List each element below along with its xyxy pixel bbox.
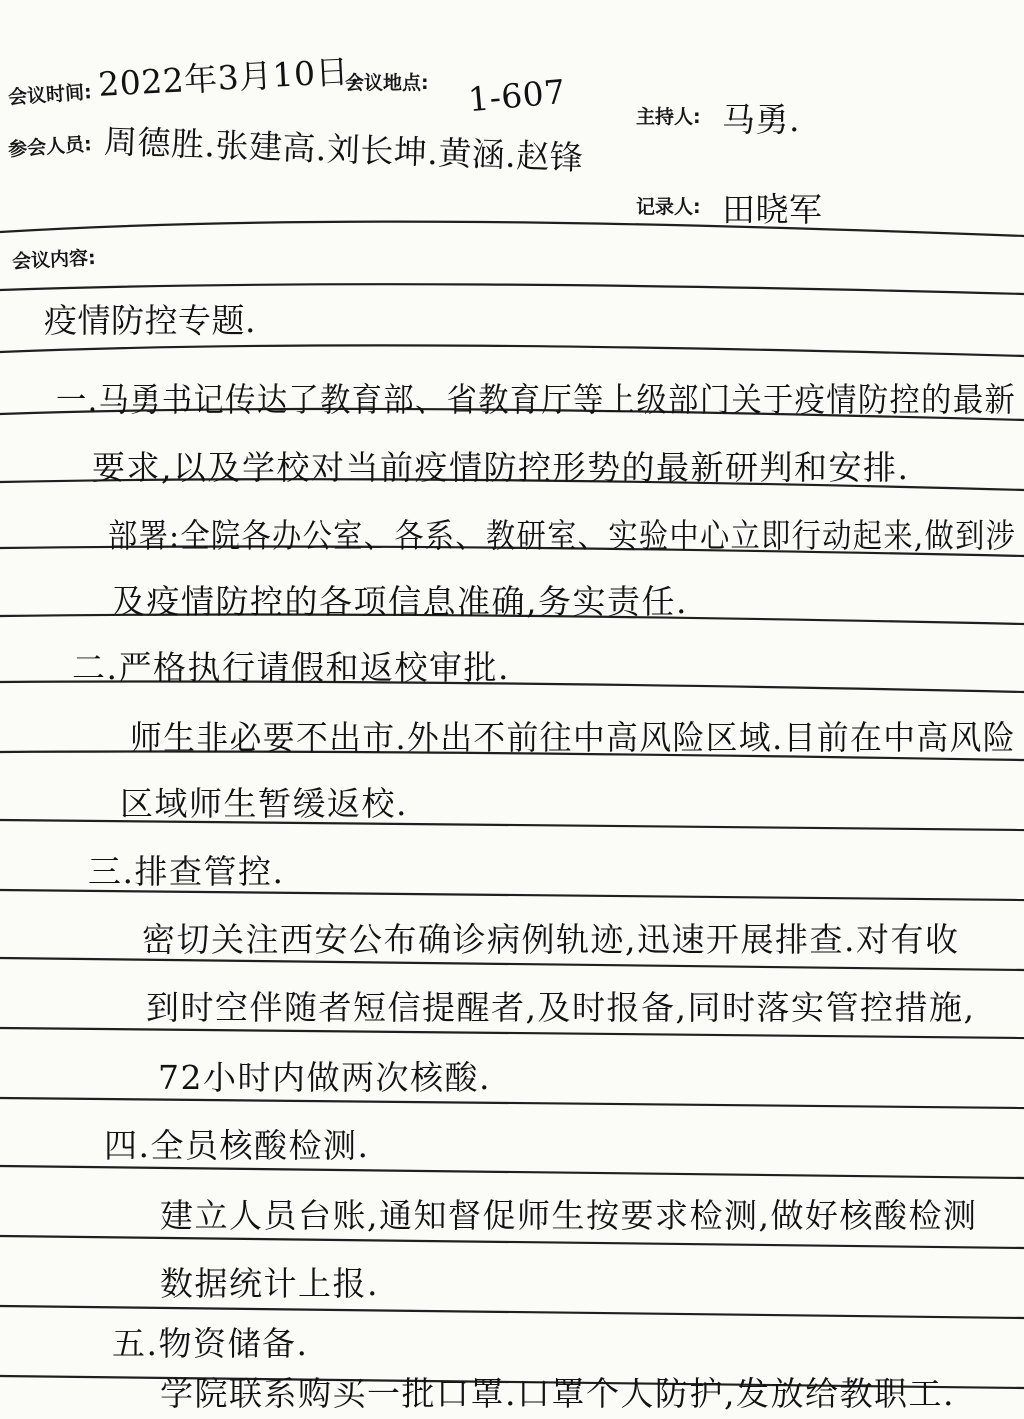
content-line: 学院联系购买一批口罩.口罩个人防护,发放给教职工. (160, 1374, 955, 1413)
content-line: 部署:全院各办公室、各系、教研室、实验中心立即行动起来,做到涉 (108, 516, 1017, 555)
meeting-time-label: 会议时间: (7, 81, 93, 109)
ruled-line (0, 345, 1024, 356)
meeting-time-value: 2022年3月10日. (97, 51, 361, 104)
ruled-line (0, 1098, 1024, 1108)
attendees-label: 参会人员: (7, 133, 93, 161)
content-line: 到时空伴随者短信提醒者,及时报备,同时落实管控措施, (146, 988, 976, 1027)
content-line: 密切关注西安公布确诊病例轨迹,迅速开展排查.对有收 (142, 920, 960, 959)
content-line: 72小时内做两次核酸. (158, 1058, 491, 1097)
content-line: 建立人员台账,通知督促师生按要求检测,做好核酸检测 (160, 1196, 978, 1235)
ruled-line (0, 1166, 1024, 1178)
ruled-line (0, 1028, 1024, 1038)
meeting-place-label: 会议地点: (345, 72, 429, 94)
content-line: 师生非必要不出市.外出不前往中高风险区域.目前在中高风险 (130, 718, 1016, 757)
ruled-line (0, 1306, 1024, 1318)
recorder-label: 记录人: (636, 196, 701, 218)
content-line: 三.排查管控. (88, 852, 285, 891)
recorder-value: 田晓军 (722, 190, 823, 229)
host-value: 马勇. (722, 100, 800, 139)
ruled-line (0, 284, 1024, 294)
content-line: 四.全员核酸检测. (104, 1126, 370, 1165)
content-line: 区域师生暂缓返校. (120, 784, 408, 823)
content-line: 五.物资储备. (112, 1324, 309, 1363)
content-line: 二.严格执行请假和返校审批. (72, 648, 510, 687)
host-label: 主持人: (636, 106, 701, 128)
meeting-content-label: 会议内容: (11, 246, 97, 274)
meeting-place-value: 1-607 (466, 71, 568, 120)
content-line: 及疫情防控的各项信息准确,务实责任. (112, 582, 688, 621)
ruled-line (0, 1236, 1024, 1248)
attendees-value: 周德胜.张建高.刘长坤.黄涵.赵锋 (103, 121, 584, 178)
content-line: 要求,以及学校对当前疫情防控形势的最新研判和安排. (92, 448, 910, 487)
content-line: 数据统计上报. (160, 1264, 379, 1303)
content-line: 一.马勇书记传达了教育部、省教育厅等上级部门关于疫情防控的最新 (56, 380, 1017, 419)
topic-title: 疫情防控专题. (44, 301, 256, 340)
ruled-line (0, 222, 1024, 236)
